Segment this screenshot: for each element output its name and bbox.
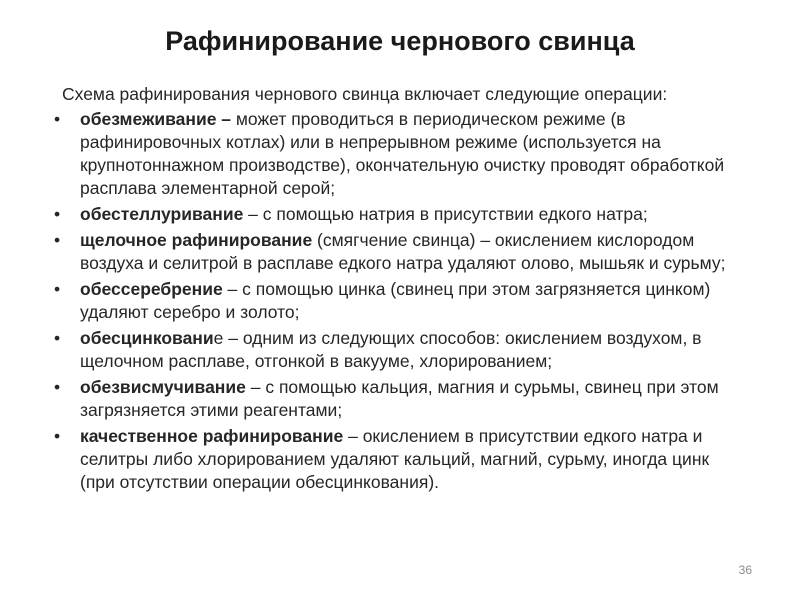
item-term: обессеребрение [80, 279, 223, 299]
intro-text: Схема рафинирования чернового свинца включает следующие операции: [62, 84, 668, 104]
item-text: – с помощью цинка (свинец при этом загрязняется цинком) удаляют серебро и золото; [80, 279, 711, 322]
item-text: – окислением в присутствии едкого натра и селитры либо хлорированием удаляют кальций, магний, сурьму, иногда цинк (при отсутствии операции обесцинкования). [80, 426, 710, 492]
item-term: качественное рафинирование [80, 426, 344, 446]
bullet-icon: • [54, 328, 61, 348]
item-term: щелочное рафинирование [80, 230, 313, 250]
item-term: обезмеживание – [80, 109, 232, 129]
item-term: обесцинковани [80, 328, 214, 348]
list-item-quality-refining [0, 425, 800, 494]
list-item-detellurizing [0, 203, 800, 226]
item-text: е – одним из следующих способов: окислением воздухом, в щелочном расплаве, отгонкой в вакууме, хлорированием; [80, 328, 702, 371]
list-item-debismuthizing [0, 376, 800, 422]
slide-title: Рафинирование чернового свинца [165, 26, 635, 56]
list-item-dezincing [0, 327, 800, 373]
item-text: (смягчение свинца) – окислением кислородом воздуха и селитрой в расплаве едкого натра удаляют олово, мышьяк и сурьму; [80, 230, 726, 273]
bullet-icon: • [54, 377, 61, 397]
bullet-icon: • [54, 109, 61, 129]
page-number: 36 [738, 563, 752, 577]
bullet-icon: • [54, 279, 61, 299]
list-item-desilvering [0, 278, 800, 324]
list-item-alkaline-refining [0, 229, 800, 275]
bullet-icon: • [54, 426, 61, 446]
item-term: обестеллуривание [80, 204, 244, 224]
bullet-icon: • [54, 230, 61, 250]
item-text: – с помощью кальция, магния и сурьмы, свинец при этом загрязняется этими реагентами; [80, 377, 719, 420]
operations-list [0, 108, 800, 497]
item-text: может проводиться в периодическом режиме (в рафинировочных котлах) или в непрерывном режиме (используется на крупнотоннажном производстве), окончательную очистку проводят обработкой расплава элементарной серой; [80, 109, 725, 198]
list-item-decoppering [0, 108, 800, 200]
item-text: – с помощью натрия в присутствии едкого натра; [243, 204, 648, 224]
item-term: обезвисмучивание [80, 377, 246, 397]
bullet-icon: • [54, 204, 61, 224]
